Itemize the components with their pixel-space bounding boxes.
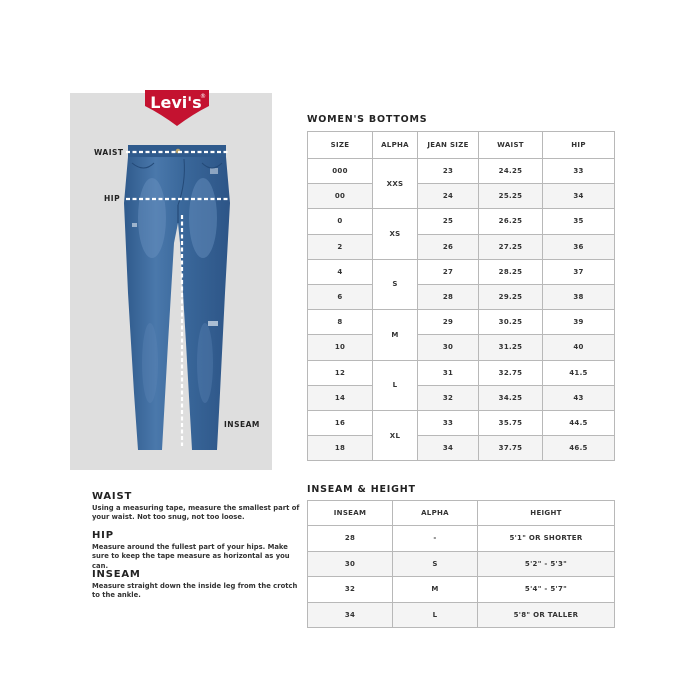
alpha-cell: M	[373, 310, 418, 360]
alpha-cell: S	[373, 259, 418, 309]
size-cell: 4	[308, 259, 373, 284]
table-row	[308, 360, 615, 385]
inseam-cell: 32	[308, 577, 393, 603]
column-header: HIP	[543, 132, 615, 159]
table-row	[308, 159, 615, 184]
jean-size-cell: 32	[418, 385, 479, 410]
column-header: ALPHA	[393, 501, 478, 526]
waist-label: WAIST	[94, 148, 124, 157]
waist-cell: 28.25	[479, 259, 543, 284]
table-row	[308, 310, 615, 335]
column-header: WAIST	[479, 132, 543, 159]
jean-size-cell: 28	[418, 284, 479, 309]
waist-cell: 27.25	[479, 234, 543, 259]
waist-cell: 32.75	[479, 360, 543, 385]
inseam-table-title: INSEAM & HEIGHT	[307, 484, 416, 495]
height-cell: 5'2" - 5'3"	[478, 551, 615, 577]
waist-instruction-title: WAIST	[92, 491, 133, 502]
waist-cell: 26.25	[479, 209, 543, 234]
table-header-row	[308, 501, 615, 526]
jean-size-cell: 29	[418, 310, 479, 335]
column-header: SIZE	[308, 132, 373, 159]
table-row	[308, 335, 615, 360]
table-row	[308, 234, 615, 259]
size-cell: 000	[308, 159, 373, 184]
alpha-cell: XS	[373, 209, 418, 259]
hip-cell: 43	[543, 385, 615, 410]
inseam-cell: 34	[308, 602, 393, 628]
inseam-instruction	[92, 569, 302, 601]
table-row	[308, 526, 615, 552]
table-row	[308, 184, 615, 209]
alpha-cell: S	[393, 551, 478, 577]
waist-cell: 31.25	[479, 335, 543, 360]
hip-cell: 33	[543, 159, 615, 184]
jean-size-cell: 24	[418, 184, 479, 209]
jean-size-cell: 27	[418, 259, 479, 284]
table-row	[308, 284, 615, 309]
size-cell: 16	[308, 410, 373, 435]
size-cell: 14	[308, 385, 373, 410]
table-row	[308, 209, 615, 234]
waist-cell: 29.25	[479, 284, 543, 309]
jean-size-cell: 23	[418, 159, 479, 184]
jean-size-cell: 30	[418, 335, 479, 360]
waist-cell: 35.75	[479, 410, 543, 435]
hip-label: HIP	[104, 194, 121, 203]
alpha-cell: M	[393, 577, 478, 603]
inseam-instruction-title: INSEAM	[92, 569, 141, 580]
hip-cell: 41.5	[543, 360, 615, 385]
height-cell: 5'4" - 5'7"	[478, 577, 615, 603]
size-cell: 12	[308, 360, 373, 385]
waist-cell: 30.25	[479, 310, 543, 335]
hip-instruction	[92, 530, 302, 571]
table-header-row	[308, 132, 615, 159]
table-row	[308, 436, 615, 461]
hip-instruction-title: HIP	[92, 530, 114, 541]
size-cell: 10	[308, 335, 373, 360]
inseam-label: INSEAM	[224, 420, 260, 429]
logo-text: Levi's	[150, 93, 202, 112]
levis-logo	[143, 88, 211, 128]
hip-cell: 38	[543, 284, 615, 309]
hip-instruction-text: Measure around the fullest part of your hips. Make sure to keep the tape measure as horizontal as you can.	[92, 543, 290, 570]
waist-instruction	[92, 491, 302, 523]
logo-registered-mark: ®	[200, 93, 206, 100]
alpha-cell: L	[393, 602, 478, 628]
waist-instruction-text: Using a measuring tape, measure the smallest part of your waist. Not too snug, not too loose.	[92, 504, 300, 522]
waist-cell: 25.25	[479, 184, 543, 209]
inseam-cell: 28	[308, 526, 393, 552]
hip-cell: 46.5	[543, 436, 615, 461]
inseam-cell: 30	[308, 551, 393, 577]
column-header: ALPHA	[373, 132, 418, 159]
height-cell: 5'1" OR SHORTER	[478, 526, 615, 552]
table-row	[308, 259, 615, 284]
size-cell: 18	[308, 436, 373, 461]
hip-cell: 37	[543, 259, 615, 284]
hip-cell: 40	[543, 335, 615, 360]
bottoms-table-title: WOMEN'S BOTTOMS	[307, 114, 428, 125]
table-row	[308, 577, 615, 603]
column-header: INSEAM	[308, 501, 393, 526]
column-header: HEIGHT	[478, 501, 615, 526]
jean-size-cell: 34	[418, 436, 479, 461]
table-row	[308, 602, 615, 628]
table-row	[308, 551, 615, 577]
waist-cell: 24.25	[479, 159, 543, 184]
table-row	[308, 385, 615, 410]
size-cell: 6	[308, 284, 373, 309]
table-row	[308, 410, 615, 435]
inseam-instruction-text: Measure straight down the inside leg from the crotch to the ankle.	[92, 582, 298, 600]
size-cell: 2	[308, 234, 373, 259]
jean-size-cell: 25	[418, 209, 479, 234]
waist-cell: 34.25	[479, 385, 543, 410]
alpha-cell: XL	[373, 410, 418, 460]
alpha-cell: XXS	[373, 159, 418, 209]
hip-cell: 35	[543, 209, 615, 234]
hip-cell: 36	[543, 234, 615, 259]
alpha-cell: L	[373, 360, 418, 410]
inseam-height-table	[307, 500, 615, 628]
hip-cell: 34	[543, 184, 615, 209]
womens-bottoms-table	[307, 131, 615, 461]
height-cell: 5'8" OR TALLER	[478, 602, 615, 628]
jean-size-cell: 33	[418, 410, 479, 435]
jean-size-cell: 31	[418, 360, 479, 385]
size-cell: 0	[308, 209, 373, 234]
size-cell: 00	[308, 184, 373, 209]
jean-size-cell: 26	[418, 234, 479, 259]
hip-cell: 44.5	[543, 410, 615, 435]
waist-cell: 37.75	[479, 436, 543, 461]
hip-cell: 39	[543, 310, 615, 335]
column-header: JEAN SIZE	[418, 132, 479, 159]
alpha-cell: -	[393, 526, 478, 552]
size-cell: 8	[308, 310, 373, 335]
